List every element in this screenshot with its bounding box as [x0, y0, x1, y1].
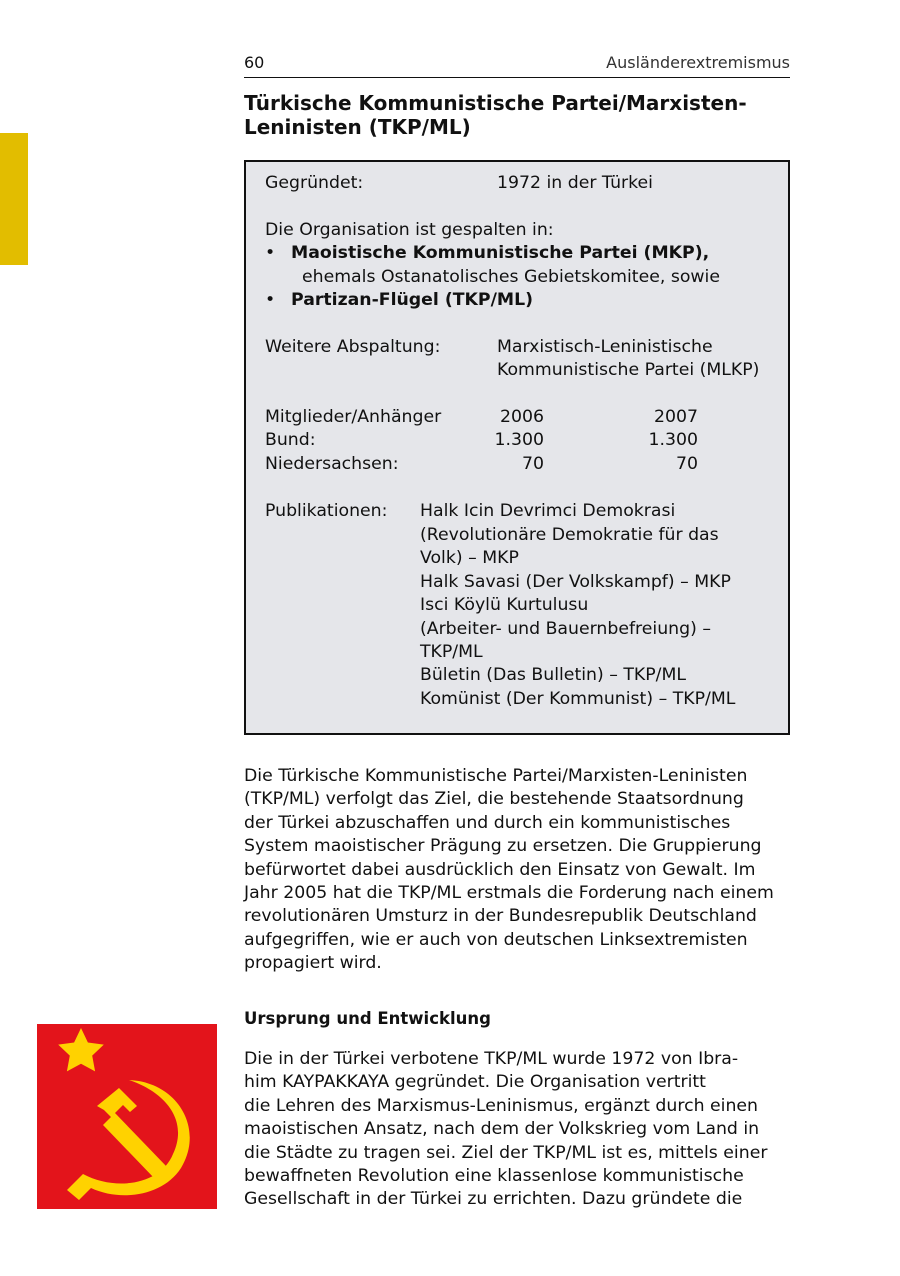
members-year: 2006 — [500, 407, 544, 427]
text-line: Die Türkische Kommunistische Partei/Marxisten-Leninisten — [244, 766, 748, 786]
text-line: maoistischen Ansatz, nach dem der Volkskrieg vom Land in — [244, 1119, 760, 1140]
members-value: 70 — [522, 454, 544, 474]
fact-box — [244, 160, 790, 735]
hammer-sickle-flag-image — [37, 1024, 217, 1209]
origin-paragraph — [244, 1048, 792, 1212]
text-line: System maoistischer Prägung zu ersetzen. Die Gruppierung — [244, 836, 762, 857]
publication-line: Halk Savasi (Der Volkskampf) – MKP — [420, 572, 731, 592]
text-line: Die in der Türkei verbotene TKP/ML wurde 1972 von Ibra- — [244, 1049, 739, 1069]
split-item-note: ehemals Ostanatolisches Gebietskomitee, sowie — [302, 267, 720, 287]
members-row-label: Bund: — [265, 430, 316, 450]
flag-background — [37, 1024, 217, 1209]
publication-line: Bületin (Das Bulletin) – TKP/ML — [420, 665, 687, 685]
intro-paragraph — [244, 765, 792, 976]
publication-line: (Arbeiter- und Bauernbefreiung) – — [420, 619, 711, 639]
bullet-icon: • — [265, 290, 276, 310]
page-title-line: Türkische Kommunistische Partei/Marxisten- — [244, 91, 747, 115]
founded-label: Gegründet: — [265, 173, 364, 193]
further-split-line: Kommunistische Partei (MLKP) — [497, 360, 760, 380]
text-line: Gesellschaft in der Türkei zu errichten. Dazu gründete die — [244, 1189, 743, 1210]
page-title — [244, 91, 790, 139]
page-title-line: Leninisten (TKP/ML) — [244, 115, 471, 139]
members-row-label: Niedersachsen: — [265, 454, 399, 474]
page-header — [244, 53, 790, 78]
text-line: der Türkei abzuschaffen und durch ein kommunistisches — [244, 812, 731, 833]
members-year: 2007 — [654, 407, 698, 427]
members-value: 1.300 — [494, 430, 544, 450]
publication-line: Volk) – MKP — [420, 548, 519, 568]
members-label: Mitglieder/Anhänger — [265, 407, 442, 427]
publication-line: (Revolutionäre Demokratie für das — [420, 525, 719, 545]
members-value: 70 — [676, 454, 698, 474]
text-line: Jahr 2005 hat die TKP/ML erstmals die Forderung nach einem — [244, 883, 774, 904]
section-subheading: Ursprung und Entwicklung — [244, 1009, 491, 1028]
publication-line: Halk Icin Devrimci Demokrasi — [420, 501, 676, 521]
text-line: revolutionären Umsturz in der Bundesrepublik Deutschland — [244, 906, 757, 927]
bullet-icon: • — [265, 243, 276, 263]
founded-value: 1972 in der Türkei — [497, 173, 653, 193]
text-line: propagiert wird. — [244, 953, 382, 974]
split-intro: Die Organisation ist gespalten in: — [265, 220, 554, 240]
text-line: befürwortet dabei ausdrücklich den Einsatz von Gewalt. Im — [244, 859, 756, 880]
text-line: (TKP/ML) verfolgt das Ziel, die bestehende Staatsordnung — [244, 789, 744, 810]
publication-line: TKP/ML — [420, 642, 483, 662]
further-split-label: Weitere Abspaltung: — [265, 337, 441, 357]
text-line: die Lehren des Marxismus-Leninismus, ergänzt durch einen — [244, 1095, 758, 1116]
publication-line: Isci Köylü Kurtulusu — [420, 595, 589, 615]
text-line: die Städte zu tragen sei. Ziel der TKP/ML ist es, mittels einer — [244, 1142, 768, 1163]
text-line: aufgegriffen, wie er auch von deutschen Linksextremisten — [244, 929, 748, 950]
text-line: him KAYPAKKAYA gegründet. Die Organisation vertritt — [244, 1072, 706, 1093]
further-split-line: Marxistisch-Leninistische — [497, 337, 713, 357]
publication-line: Komünist (Der Kommunist) – TKP/ML — [420, 689, 736, 709]
members-value: 1.300 — [648, 430, 698, 450]
text-line: bewaffneten Revolution eine klassenlose kommunistische — [244, 1166, 744, 1187]
section-title: Ausländerextremismus — [606, 53, 790, 72]
chapter-color-tab — [0, 133, 28, 265]
page-number: 60 — [244, 53, 265, 72]
split-item-name: Maoistische Kommunistische Partei (MKP), — [291, 243, 710, 263]
publications-label: Publikationen: — [265, 501, 388, 521]
split-item-name: Partizan-Flügel (TKP/ML) — [291, 290, 533, 310]
